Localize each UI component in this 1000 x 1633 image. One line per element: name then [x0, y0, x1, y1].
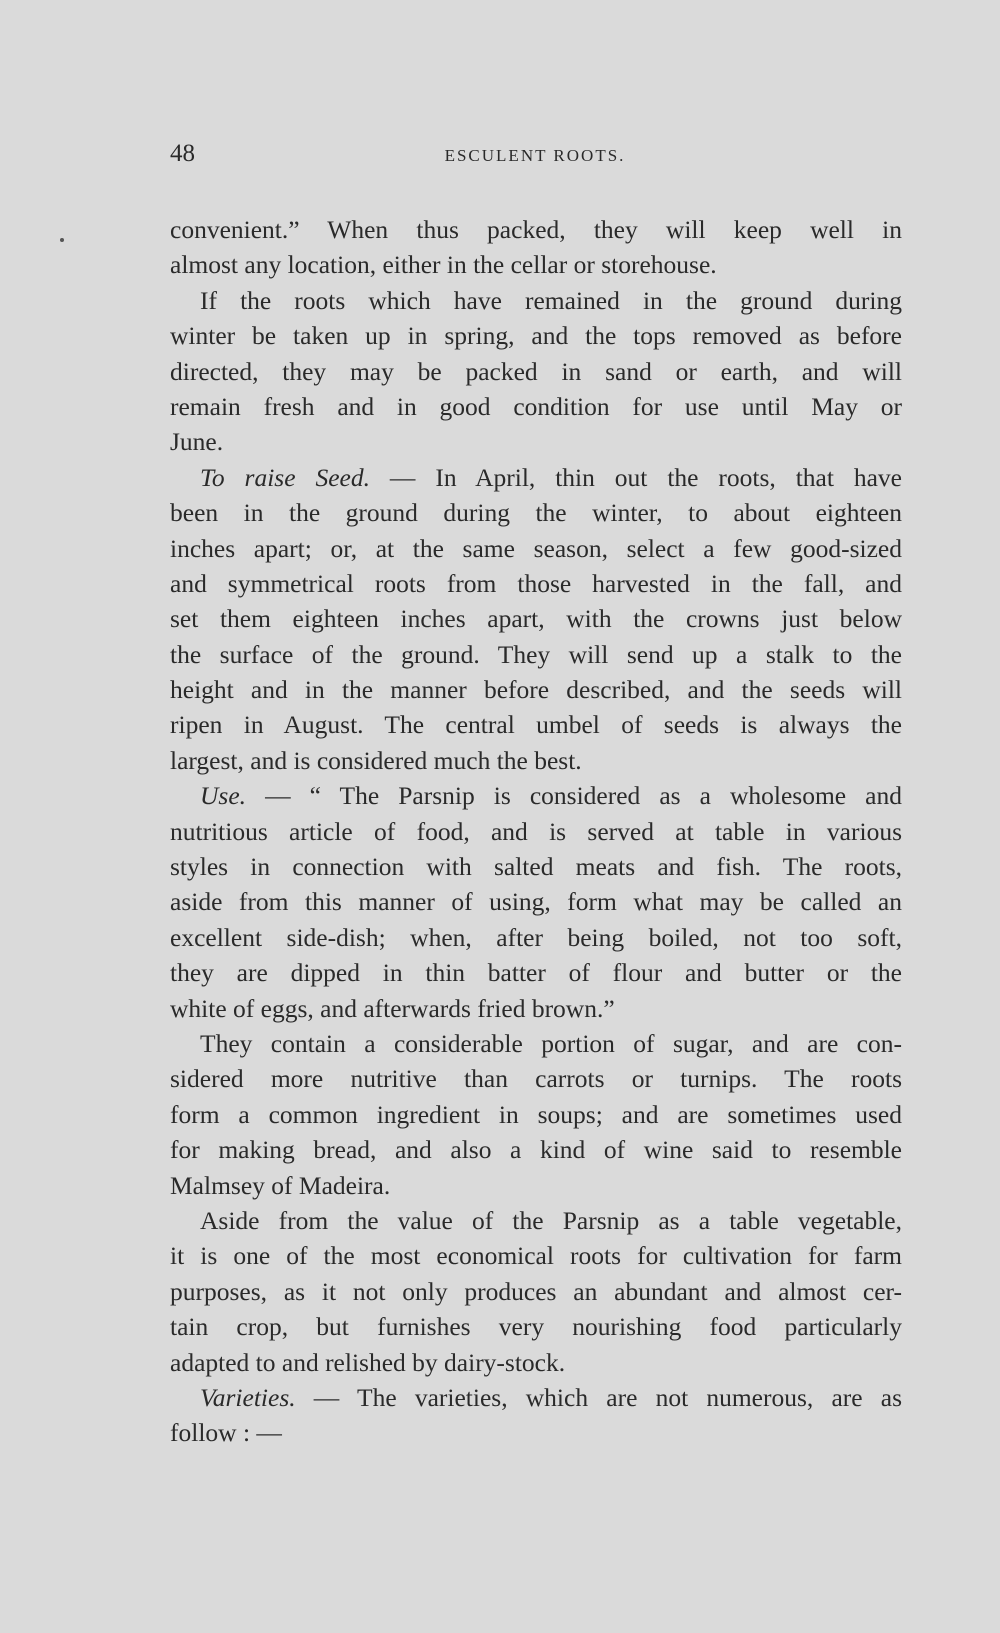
line-text: styles in connection with salted meats and fish. The roots,	[170, 852, 902, 882]
text-line	[170, 1415, 902, 1450]
text-line	[170, 1097, 902, 1132]
line-text: height and in the manner before described, and the seeds will	[170, 675, 902, 705]
text-line	[170, 389, 902, 424]
line-text: almost any location, either in the cellar or storehouse.	[170, 250, 717, 280]
line-text: excellent side-dish; when, after being boiled, not too soft,	[170, 922, 902, 952]
body-text	[170, 212, 902, 1451]
text-line	[170, 1168, 902, 1203]
text-line	[170, 1309, 902, 1344]
text-line	[170, 1061, 902, 1096]
line-text: sidered more nutritive than carrots or turnips. The roots	[170, 1064, 902, 1094]
italic-heading: To raise Seed.	[200, 462, 370, 492]
text-line	[170, 814, 902, 849]
line-text: they are dipped in thin batter of flour and butter or the	[170, 958, 902, 988]
text-line	[170, 672, 902, 707]
scan-speck	[60, 238, 64, 242]
italic-heading: Use.	[200, 781, 247, 811]
line-text: If the roots which have remained in the ground during	[200, 285, 902, 315]
text-line	[170, 920, 902, 955]
text-line	[170, 707, 902, 742]
line-text: and symmetrical roots from those harvested in the fall, and	[170, 568, 902, 598]
line-text: — The varieties, which are not numerous, are as	[295, 1382, 902, 1412]
italic-heading: Varieties.	[200, 1382, 296, 1412]
line-text: — In April, thin out the roots, that have	[369, 462, 902, 492]
line-text: ripen in August. The central umbel of seeds is always the	[170, 710, 902, 740]
line-text: Aside from the value of the Parsnip as a table vegetable,	[200, 1205, 902, 1235]
text-line	[170, 495, 902, 530]
line-text: remain fresh and in good condition for use until May or	[170, 391, 902, 421]
text-line	[170, 601, 902, 636]
text-line	[170, 637, 902, 672]
line-text: inches apart; or, at the same season, select a few good-sized	[170, 533, 902, 563]
text-line	[170, 283, 902, 318]
line-text: form a common ingredient in soups; and are sometimes used	[170, 1099, 902, 1129]
line-text: set them eighteen inches apart, with the crowns just below	[170, 604, 902, 634]
text-line	[170, 1238, 902, 1273]
text-line	[170, 1132, 902, 1167]
line-text: — “ The Parsnip is considered as a wholesome and	[246, 781, 902, 811]
line-text: largest, and is considered much the best.	[170, 745, 582, 775]
line-text: winter be taken up in spring, and the tops removed as before	[170, 321, 902, 351]
line-text: tain crop, but furnishes very nourishing food particularly	[170, 1312, 902, 1342]
text-line	[170, 884, 902, 919]
text-line	[170, 1203, 902, 1238]
line-text: been in the ground during the winter, to about eighteen	[170, 498, 902, 528]
text-line	[170, 531, 902, 566]
line-text: adapted to and relished by dairy-stock.	[170, 1347, 566, 1377]
line-text: directed, they may be packed in sand or earth, and will	[170, 356, 902, 386]
line-text: June.	[170, 427, 224, 457]
running-title: ESCULENT ROOTS.	[444, 146, 626, 165]
line-text: They contain a considerable portion of sugar, and are con-	[200, 1028, 902, 1058]
text-line	[170, 318, 902, 353]
line-text: white of eggs, and afterwards fried brown.”	[170, 993, 615, 1023]
text-line	[170, 247, 902, 282]
text-line	[170, 1345, 902, 1380]
text-line	[170, 424, 902, 459]
page-number: 48	[170, 140, 195, 167]
text-line	[170, 1274, 902, 1309]
line-text: for making bread, and also a kind of wine said to resemble	[170, 1135, 902, 1165]
text-line	[170, 1026, 902, 1061]
line-text: purposes, as it not only produces an abundant and almost cer-	[170, 1276, 902, 1306]
text-line	[170, 991, 902, 1026]
line-text: the surface of the ground. They will send up a stalk to the	[170, 639, 902, 669]
line-text: it is one of the most economical roots for cultivation for farm	[170, 1241, 902, 1271]
line-text: convenient.” When thus packed, they will keep well in	[170, 215, 902, 244]
line-text: aside from this manner of using, form what may be called an	[170, 887, 902, 917]
text-line	[170, 778, 902, 813]
text-line	[170, 955, 902, 990]
page-header	[170, 140, 900, 174]
text-line	[170, 460, 902, 495]
text-line	[170, 1380, 902, 1415]
text-line	[170, 743, 902, 778]
text-line	[170, 566, 902, 601]
line-text: follow : —	[170, 1418, 282, 1448]
text-line	[170, 354, 902, 389]
line-text: nutritious article of food, and is served at table in various	[170, 816, 902, 846]
text-line	[170, 212, 902, 247]
line-text: Malmsey of Madeira.	[170, 1170, 391, 1200]
text-line	[170, 849, 902, 884]
